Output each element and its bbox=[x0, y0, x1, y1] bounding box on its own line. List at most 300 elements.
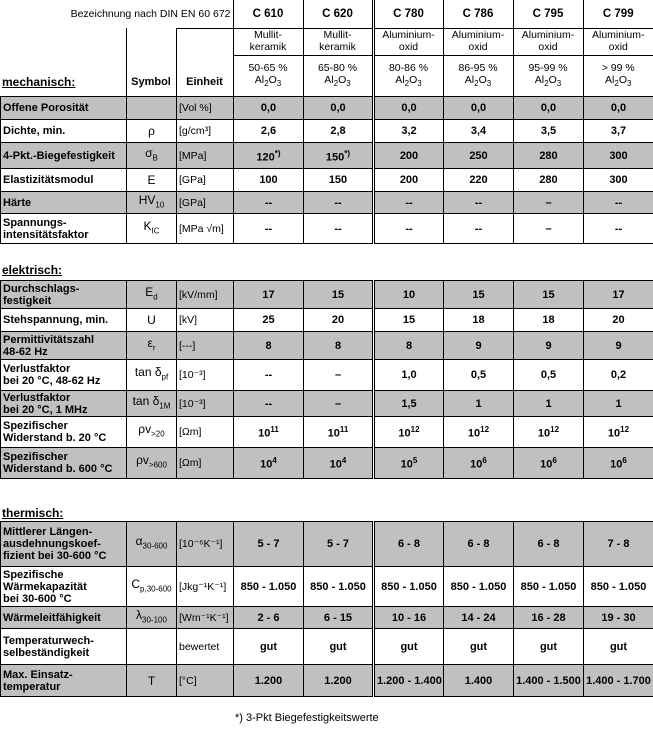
value-cell bbox=[234, 169, 304, 192]
value-exponent: 6 bbox=[552, 456, 557, 466]
value: 15 bbox=[402, 314, 416, 326]
value: 300 bbox=[609, 149, 628, 162]
value-cell bbox=[234, 522, 304, 567]
property-label bbox=[1, 309, 127, 332]
value: gut bbox=[259, 640, 278, 653]
value: -- bbox=[264, 369, 273, 381]
col-material-0 bbox=[233, 28, 303, 96]
symbol-subscript: d bbox=[153, 292, 158, 302]
section-mechanical: mechanisch: bbox=[0, 28, 126, 96]
value-cell bbox=[304, 607, 374, 629]
property-line: Verlustfaktor bbox=[3, 363, 71, 375]
value: 18 bbox=[542, 314, 555, 326]
value-cell bbox=[444, 214, 514, 244]
property-line: Durchschlags- bbox=[3, 282, 80, 295]
value-cell bbox=[514, 567, 584, 607]
value: 150 bbox=[328, 174, 348, 186]
value-cell bbox=[444, 97, 514, 120]
unit-cell: [Ωm] bbox=[177, 417, 234, 448]
value-exponent: 4 bbox=[272, 456, 277, 466]
value-cell bbox=[514, 169, 584, 192]
formula-sub-3: 3 bbox=[627, 78, 632, 88]
symbol-subscript: >20 bbox=[151, 429, 165, 439]
value-cell bbox=[304, 332, 374, 360]
value-cell bbox=[374, 169, 444, 192]
symbol: HV bbox=[138, 192, 156, 207]
value-cell bbox=[514, 281, 584, 309]
value-cell bbox=[304, 448, 374, 479]
value-cell bbox=[584, 360, 653, 391]
formula-sub-3: 3 bbox=[276, 78, 282, 88]
symbol: tan δ bbox=[132, 393, 160, 408]
material-formula bbox=[377, 74, 441, 90]
value: -- bbox=[264, 196, 273, 209]
formula-al: Al bbox=[324, 73, 334, 86]
property-line: Max. Einsatz- bbox=[3, 668, 73, 681]
symbol-cell bbox=[127, 169, 177, 192]
value: 15 bbox=[331, 288, 345, 301]
value: 5 - 7 bbox=[257, 538, 280, 550]
value-cell bbox=[234, 448, 304, 479]
symbol-cell bbox=[127, 629, 177, 665]
value-cell bbox=[444, 665, 514, 697]
unit-cell: [10⁻³] bbox=[177, 391, 234, 417]
value: 100 bbox=[259, 174, 278, 186]
property-line: fizient bei 30-600 °C bbox=[3, 550, 107, 562]
value: – bbox=[334, 397, 342, 410]
property-label bbox=[1, 97, 127, 120]
value: 9 bbox=[475, 339, 482, 352]
col-head-c799: C 799 bbox=[602, 7, 634, 20]
value-cell bbox=[584, 391, 653, 417]
symbol: α bbox=[135, 534, 143, 549]
symbol: λ bbox=[136, 607, 143, 622]
symbol-subscript: p,30-600 bbox=[140, 584, 172, 594]
table-row bbox=[1, 214, 653, 244]
symbol-cell bbox=[127, 391, 177, 417]
value-cell bbox=[584, 522, 653, 567]
table-row bbox=[1, 665, 653, 697]
value-cell bbox=[374, 360, 444, 391]
unit-cell: [kV/mm] bbox=[177, 281, 234, 309]
value: 1,0 bbox=[401, 369, 417, 381]
formula-al: Al bbox=[464, 73, 475, 86]
value-cell bbox=[514, 607, 584, 629]
value-exponent: 12 bbox=[620, 425, 630, 435]
value-cell bbox=[584, 97, 653, 120]
value: 10 bbox=[537, 427, 551, 440]
value-cell bbox=[234, 607, 304, 629]
property-label bbox=[1, 169, 127, 192]
symbol-subscript: >600 bbox=[148, 460, 167, 470]
value-cell bbox=[444, 629, 514, 665]
value-cell bbox=[584, 665, 653, 697]
value-cell bbox=[514, 360, 584, 391]
value-cell bbox=[444, 522, 514, 567]
unit-cell: [g/cm³] bbox=[177, 120, 234, 143]
value: 6 - 15 bbox=[323, 611, 353, 624]
value-exponent: 11 bbox=[270, 425, 279, 435]
property-label bbox=[1, 143, 127, 169]
value-cell bbox=[304, 281, 374, 309]
table-row bbox=[1, 607, 653, 629]
material-content: > 99 % bbox=[601, 61, 635, 74]
formula-sub-3: 3 bbox=[417, 78, 422, 88]
value: – bbox=[334, 369, 342, 381]
property-line: Widerstand b. 20 °C bbox=[3, 432, 107, 444]
symbol-header: Symbol bbox=[126, 28, 176, 96]
symbol: ρv bbox=[138, 422, 152, 437]
property-line: Spezifischer bbox=[3, 420, 68, 432]
property-line: selbeständigkeit bbox=[3, 646, 90, 659]
value: gut bbox=[329, 640, 347, 653]
value-exponent: 12 bbox=[480, 425, 490, 435]
material-formula bbox=[446, 74, 511, 90]
symbol: ε bbox=[147, 335, 153, 350]
value-cell bbox=[374, 522, 444, 567]
table-row bbox=[1, 448, 653, 479]
value-cell bbox=[374, 281, 444, 309]
symbol-cell bbox=[127, 522, 177, 567]
property-line: bei 30-600 °C bbox=[3, 592, 72, 605]
value: 280 bbox=[539, 149, 558, 162]
value: gut bbox=[400, 640, 418, 653]
value: -- bbox=[474, 222, 483, 235]
property-line: Wärmeleitfähigkeit bbox=[3, 611, 101, 624]
property-line: Härte bbox=[3, 196, 32, 209]
value: 9 bbox=[545, 339, 552, 352]
value-cell bbox=[234, 281, 304, 309]
formula-al: Al bbox=[605, 73, 615, 86]
value-cell bbox=[444, 360, 514, 391]
value: 120 bbox=[256, 151, 275, 164]
value: 2 - 6 bbox=[257, 611, 280, 624]
col-material-4 bbox=[513, 28, 583, 96]
designation-label: Bezeichnung nach DIN EN 60 672 bbox=[0, 0, 233, 28]
value: 1.200 bbox=[324, 674, 352, 687]
formula-sub-2: 2 bbox=[264, 78, 269, 88]
value: 8 bbox=[265, 339, 272, 352]
value-cell bbox=[514, 97, 584, 120]
symbol-cell bbox=[127, 214, 177, 244]
value-exponent: 5 bbox=[412, 456, 418, 466]
value: 850 - 1.050 bbox=[240, 580, 297, 593]
formula-sub-2: 2 bbox=[614, 78, 619, 88]
symbol-cell bbox=[127, 360, 177, 391]
symbol: ρ bbox=[148, 124, 155, 138]
value: 14 - 24 bbox=[461, 611, 496, 624]
value-cell bbox=[514, 309, 584, 332]
value-cell bbox=[304, 192, 374, 214]
material-content: 50-65 % bbox=[248, 61, 288, 74]
formula-al: Al bbox=[254, 73, 265, 86]
value: 3,4 bbox=[470, 125, 487, 137]
value: 0,0 bbox=[610, 102, 627, 114]
value: 10 bbox=[607, 427, 621, 440]
value-cell bbox=[584, 309, 653, 332]
value-cell bbox=[234, 214, 304, 244]
property-line: Spezifische bbox=[3, 568, 64, 581]
formula-al: Al bbox=[395, 73, 405, 86]
symbol: T bbox=[147, 673, 156, 688]
property-line: Stehspannung, min. bbox=[3, 314, 109, 326]
formula-sub-2: 2 bbox=[333, 78, 339, 88]
symbol-cell bbox=[127, 192, 177, 214]
value-cell bbox=[234, 567, 304, 607]
value: -- bbox=[334, 222, 342, 235]
value: 6 - 8 bbox=[537, 538, 560, 550]
value-cell bbox=[234, 192, 304, 214]
value-cell bbox=[374, 97, 444, 120]
value: 10 bbox=[540, 458, 553, 471]
value-cell bbox=[374, 214, 444, 244]
col-material-2 bbox=[373, 28, 443, 96]
symbol: E bbox=[145, 284, 154, 299]
value: -- bbox=[474, 196, 483, 209]
value-cell bbox=[444, 391, 514, 417]
value: 0,0 bbox=[260, 102, 277, 114]
value-cell bbox=[304, 214, 374, 244]
value: 17 bbox=[262, 288, 275, 301]
value-cell bbox=[234, 309, 304, 332]
property-label bbox=[1, 360, 127, 391]
value-exponent: 6 bbox=[622, 456, 627, 466]
value-cell bbox=[234, 120, 304, 143]
symbol-subscript: 10 bbox=[155, 200, 165, 210]
value: 3,7 bbox=[610, 125, 627, 137]
mechanical-table bbox=[0, 96, 653, 244]
table-row bbox=[1, 281, 653, 309]
value-cell bbox=[584, 448, 653, 479]
value: 10 - 16 bbox=[391, 611, 427, 624]
value: 1.200 - 1.400 bbox=[377, 674, 442, 687]
property-line: Dichte, min. bbox=[3, 125, 66, 137]
value-cell bbox=[514, 214, 584, 244]
value: 10 bbox=[610, 458, 623, 471]
col-material-1 bbox=[303, 28, 373, 96]
value: -- bbox=[264, 222, 273, 235]
value: 150 bbox=[325, 151, 345, 164]
unit-cell: bewertet bbox=[177, 629, 234, 665]
value: 8 bbox=[405, 339, 413, 352]
unit-cell: [Vol %] bbox=[177, 97, 234, 120]
formula-sub-3: 3 bbox=[346, 78, 351, 88]
value-cell bbox=[514, 332, 584, 360]
value: 15 bbox=[542, 288, 555, 301]
material-name-line1: Mullit- bbox=[254, 28, 282, 41]
value: 0,2 bbox=[610, 369, 627, 381]
value: 10 bbox=[260, 458, 273, 471]
value-cell bbox=[374, 391, 444, 417]
property-line: 48-62 Hz bbox=[3, 345, 48, 358]
thermal-table bbox=[0, 521, 653, 697]
value: 0,0 bbox=[540, 102, 557, 114]
property-line: ausdehnungskoef- bbox=[3, 538, 101, 550]
material-content: 80-86 % bbox=[388, 61, 429, 74]
value-cell bbox=[304, 629, 374, 665]
unit-cell: [kV] bbox=[177, 309, 234, 332]
value-cell bbox=[234, 665, 304, 697]
value-cell bbox=[374, 607, 444, 629]
property-label bbox=[1, 332, 127, 360]
value: -- bbox=[264, 397, 273, 410]
value-cell bbox=[234, 143, 304, 169]
value: 10 bbox=[467, 427, 481, 440]
value-exponent: 11 bbox=[339, 425, 349, 435]
value: 18 bbox=[472, 314, 485, 326]
col-material-3 bbox=[443, 28, 513, 96]
value: 10 bbox=[398, 427, 411, 440]
value: 850 - 1.050 bbox=[520, 580, 577, 593]
material-content: 65-80 % bbox=[317, 61, 358, 74]
symbol: ρv bbox=[136, 453, 149, 468]
property-label bbox=[1, 629, 127, 665]
value-cell bbox=[584, 120, 653, 143]
formula-o: O bbox=[548, 73, 557, 86]
value-cell bbox=[304, 417, 374, 448]
property-line: intensitätsfaktor bbox=[3, 228, 89, 241]
value: 1 bbox=[475, 397, 482, 410]
value-cell bbox=[584, 567, 653, 607]
value-cell bbox=[514, 522, 584, 567]
value-cell bbox=[444, 309, 514, 332]
value: 15 bbox=[472, 288, 485, 301]
table-row bbox=[1, 522, 653, 567]
value: 250 bbox=[469, 149, 488, 162]
table-row bbox=[1, 143, 653, 169]
value-cell bbox=[304, 97, 374, 120]
value-cell bbox=[514, 665, 584, 697]
value: 1 bbox=[545, 397, 552, 410]
col-head-c780: C 780 bbox=[373, 0, 443, 28]
symbol: U bbox=[147, 313, 156, 327]
symbol: K bbox=[143, 218, 152, 233]
property-line: Offene Porosität bbox=[3, 102, 89, 114]
material-formula bbox=[236, 74, 301, 90]
symbol: C bbox=[131, 576, 141, 591]
value: 0,0 bbox=[470, 102, 487, 114]
property-label bbox=[1, 192, 127, 214]
material-name-line1: Mullit- bbox=[323, 28, 352, 41]
value: -- bbox=[405, 222, 413, 235]
material-name-line1: Aluminium- bbox=[521, 28, 575, 41]
value-cell bbox=[444, 607, 514, 629]
value: – bbox=[545, 196, 552, 209]
value-cell bbox=[374, 665, 444, 697]
electrical-table bbox=[0, 280, 653, 479]
value-cell bbox=[584, 192, 653, 214]
value-cell bbox=[304, 169, 374, 192]
value-cell bbox=[374, 567, 444, 607]
value: 6 - 8 bbox=[467, 538, 490, 550]
value-cell bbox=[444, 332, 514, 360]
table-row bbox=[1, 629, 653, 665]
material-content: 86-95 % bbox=[458, 61, 498, 74]
property-label bbox=[1, 607, 127, 629]
table-row bbox=[1, 360, 653, 391]
value-cell bbox=[444, 448, 514, 479]
value-cell bbox=[304, 567, 374, 607]
table-row bbox=[1, 97, 653, 120]
property-line: bei 20 °C, 48-62 Hz bbox=[3, 375, 101, 387]
property-line: Temperaturwech- bbox=[3, 634, 94, 647]
formula-o: O bbox=[478, 73, 487, 86]
symbol-cell bbox=[127, 417, 177, 448]
value-cell bbox=[374, 143, 444, 169]
value-exponent: 12 bbox=[550, 425, 560, 435]
property-label bbox=[1, 281, 127, 309]
value: 1 bbox=[615, 397, 622, 410]
value-cell bbox=[584, 143, 653, 169]
unit-cell: [MPa √m] bbox=[177, 214, 234, 244]
material-name-line1: Aluminium- bbox=[591, 28, 645, 41]
value: 280 bbox=[539, 174, 558, 186]
property-line: bei 20 °C, 1 MHz bbox=[3, 403, 88, 416]
material-content: 95-99 % bbox=[528, 61, 568, 74]
value: 19 - 30 bbox=[601, 611, 636, 624]
symbol-cell bbox=[127, 448, 177, 479]
unit-cell: [Jkg⁻¹K⁻¹] bbox=[177, 567, 234, 607]
value-exponent: 12 bbox=[410, 425, 420, 435]
table-row bbox=[1, 309, 653, 332]
material-formula bbox=[306, 74, 370, 90]
value-cell bbox=[444, 143, 514, 169]
value: 1,5 bbox=[401, 397, 417, 410]
value-exponent: 4 bbox=[341, 456, 347, 466]
property-line: Spezifischer bbox=[3, 451, 68, 463]
value: 9 bbox=[615, 339, 622, 352]
col-head-c786: C 786 bbox=[443, 0, 513, 28]
footnote: *) 3-Pkt Biegefestigkeitswerte bbox=[235, 712, 379, 724]
property-label bbox=[1, 665, 127, 697]
value: 850 - 1.050 bbox=[590, 580, 647, 593]
formula-o: O bbox=[338, 73, 347, 86]
value-cell bbox=[444, 567, 514, 607]
unit-cell: [GPa] bbox=[177, 169, 234, 192]
col-material-5 bbox=[583, 28, 653, 96]
value: gut bbox=[609, 640, 628, 653]
value-cell bbox=[374, 332, 444, 360]
property-line: Wärmekapazität bbox=[3, 580, 87, 593]
symbol-subscript: r bbox=[152, 343, 156, 353]
value-cell bbox=[374, 448, 444, 479]
material-name-line2: oxid bbox=[444, 41, 513, 56]
value: 16 - 28 bbox=[531, 611, 566, 624]
value: 10 bbox=[470, 458, 483, 471]
value: 2,8 bbox=[330, 125, 346, 137]
formula-sub-3: 3 bbox=[556, 78, 562, 88]
unit-cell: [°C] bbox=[177, 665, 234, 697]
value-cell bbox=[584, 281, 653, 309]
value: 1.400 - 1.500 bbox=[516, 674, 581, 687]
footnote-marker: *) bbox=[344, 148, 351, 158]
value: 0,0 bbox=[401, 102, 417, 114]
symbol-subscript: 1M bbox=[159, 401, 171, 411]
value-cell bbox=[584, 169, 653, 192]
formula-al: Al bbox=[534, 73, 545, 86]
value: 7 - 8 bbox=[607, 538, 630, 550]
value: 0,0 bbox=[330, 102, 346, 114]
property-line: temperatur bbox=[3, 680, 61, 693]
header-table bbox=[0, 0, 653, 96]
section-electrical: elektrisch: bbox=[2, 263, 63, 277]
property-label bbox=[1, 522, 127, 567]
value-cell bbox=[514, 143, 584, 169]
value: 300 bbox=[609, 174, 628, 186]
col-head-c620: C 620 bbox=[303, 0, 373, 28]
value: 850 - 1.050 bbox=[310, 580, 366, 593]
value: 3,5 bbox=[540, 125, 557, 137]
